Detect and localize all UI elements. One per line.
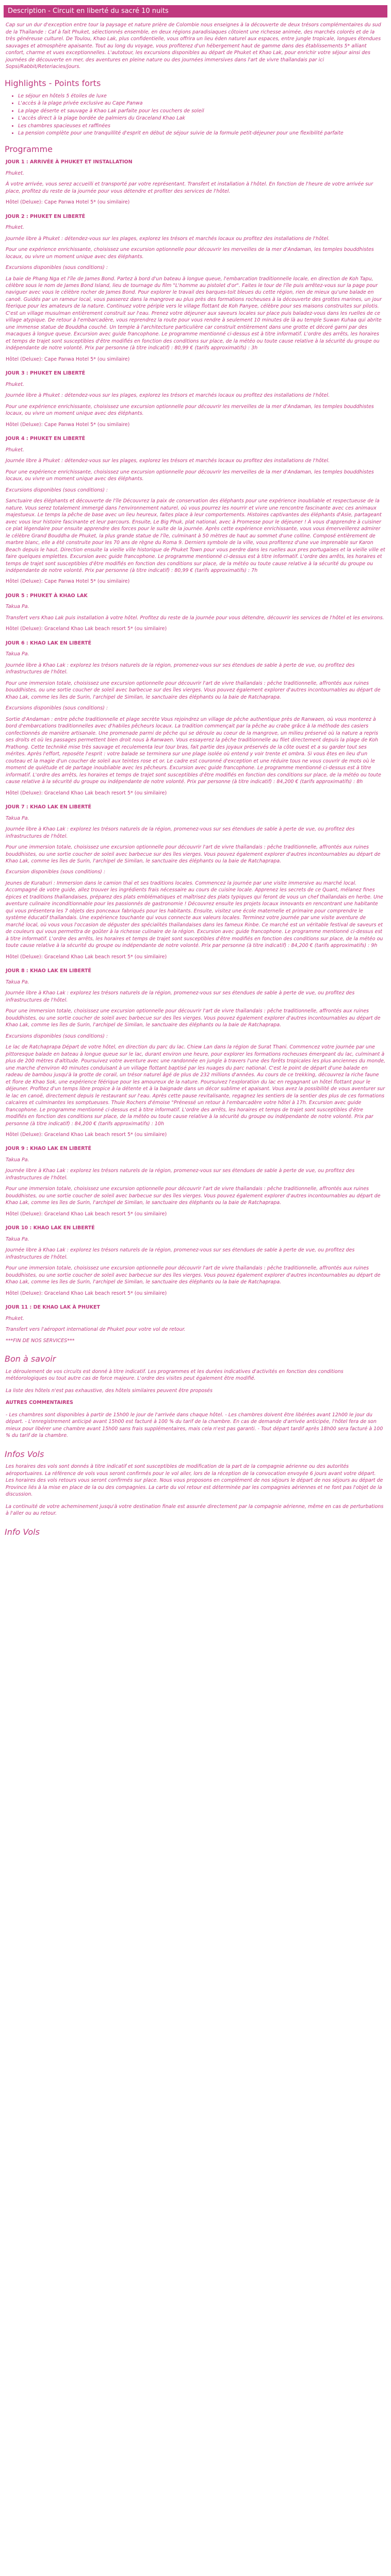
day-place: Takua Pa. — [6, 815, 29, 821]
highlight-item: • La plage déserte et sauvage à Khao Lak parfaite pour les couchers de soleil — [18, 108, 387, 114]
day-place: Phuket. — [6, 447, 24, 453]
day-place: Phuket. — [6, 1315, 24, 1321]
day-block — [6, 435, 385, 585]
day-hotel: Hôtel (Deluxe): Cape Panwa Hotel 5* (ou similaire) — [6, 356, 130, 362]
day-title: JOUR 4 : PHUKET EN LIBERTÉ — [6, 436, 86, 442]
day-paragraph: Journée libre à Phuket : détendez-vous sur les plages, explorez les trésors et marchés locaux ou profitez des installations de l'hôtel. — [6, 458, 330, 464]
day-paragraph: Transfert vers l'aéroport international de Phuket pour votre vol de retour. — [6, 1327, 186, 1333]
highlight-item: • Le séjour en hôtels 5 étoiles de luxe — [18, 93, 387, 99]
infos-vols-p1: Les horaires des vols sont donnés à titre indicatif et sont susceptibles de modification de la part de la compagnie aérienne ou des autorités aéroportuaires. La référence de vols vous seront confirmés pour le vol aller, lors de la réception de la convocation envoyée 6 jours avant votre départ. Les horaires des vols retours vous seront confirmés sur place. Nous vous proposons en complément de nos séjours le départ de nos séjours au départ de Province liés à la mise en place de la ou des compagnies. La carte du vol retour est déterminée par les compagnies aériennes et ne font pas l'objet de la discussion. — [6, 1464, 383, 1498]
day-block — [6, 370, 385, 428]
day-paragraph: Excursion disponibles (sous conditions) : — [6, 869, 106, 875]
day-title: JOUR 7 : KHAO LAK EN LIBERTÉ — [6, 804, 92, 810]
day-block — [6, 1225, 385, 1297]
infos-vols — [4, 1463, 387, 1517]
day-place: Takua Pa. — [6, 979, 29, 985]
day-block — [6, 1304, 385, 1344]
highlight-item: • La pension complète pour une tranquillité d'esprit en début de séjour suivie de la formule petit-déjeuner pour une flexibilité parfaite — [18, 130, 387, 137]
day-place: Phuket. — [6, 225, 24, 231]
day-title: JOUR 9 : KHAO LAK EN LIBERTÉ — [6, 1146, 92, 1152]
bon-a-savoir-p2: La liste des hôtels n'est pas exhaustive, des hôtels similaires peuvent être proposés — [6, 1387, 213, 1394]
day-paragraph: Journée libre à Khao Lak : explorez les trésors naturels de la région, promenez-vous sur ses étendues de sable à perte de vue, ou profitez des infrastructures de l'hôtel. — [6, 662, 355, 675]
day-block — [6, 592, 385, 633]
day-hotel: Hôtel (Deluxe): Graceland Khao Lak beach resort 5* (ou similaire) — [6, 626, 167, 632]
day-block — [6, 159, 385, 206]
day-paragraph: Transfert vers Khao Lak puis installation à votre hôtel. Profitez du reste de la journée pour vous détendre, découvrir les services de l'hôtel et les environs. — [6, 615, 384, 621]
day-paragraph: Journée libre à Phuket : détendez-vous sur les plages, explorez les trésors et marchés locaux ou profitez des installations de l'hôtel. — [6, 393, 330, 399]
day-place: Phuket. — [6, 170, 24, 176]
day-paragraph: Sortie d'Andaman : entre pêche traditionnelle et plage secrète Vous rejoindrez un village de pêche authentique près de Ranwaen, où vous monterez à bord d'embarcations traditionnelles avec d'habiles pêcheurs locaux. La tradition commençait par la pêche au crabe grâce à la méthode des casiers confectionnés de manière artisanale. Une promenade parmi de pêche qui se déroule au coeur de la mangrove, un milieu préservé où la nature a repris ses droits et où les passages permettent bien droit nous à Ranwaen. Vous essayerez la pêche traditionnelle au filet directement depuis la plage de Koh Prathong. Cette techniké mise très sauvage et reculementa leur tour bras, fait partie des joyaux préservés de la côte ouest et a su garder tout ses mérites. Après l'effort, reposéte l'esprit : votre balade se terminera sur une plage isolée où entend y voir trente et ombra. Si vous êtes en lieu d'un couteau et la magie d'un coucher de soleil aux teintes rose et or. Le cadre est couronné d'exception et une réduire tous ne vous couvrir de mots où le moment de quiétude et de partage inoubliable avec les pêcheurs. Excursion avec guide francophone. Le programme mentionné ci-dessus est à titre informatif. L'ordre des arrêts, les horaires et temps de trajet sont susceptibles d'être modifiés en fonction des conditions sur place, de la météo ou toute cause relative à la sécurité du groupe ou indépendante de notre volonté. Prix par personne (à titre indicatif) : 84,200 € (tarifs approximatifs) : 8h — [6, 716, 381, 785]
day-paragraph: Journée libre à Phuket : détendez-vous sur les plages, explorez les trésors et marchés locaux ou profitez des installations de l'hôtel. — [6, 235, 330, 242]
day-place: Takua Pa. — [6, 651, 29, 657]
day-place: Takua Pa. — [6, 604, 29, 610]
day-title: JOUR 5 : PHUKET À KHAO LAK — [6, 592, 88, 599]
day-paragraph: Pour une immersion totale, choisissez une excursion optionnelle pour découvrir l'art de vivre thaïlandais : pêche traditionnelle, affrontés aux ruines bouddhistes, ou une sortie coucher de soleil avec barbecue sur des îles vierges. Vous pouvez également explorer d'autres incontournables au départ de Khao Lak, comme les îles de Surin, l'archipel de Similan, le sanctuaire des éléphants ou la baie de Ratchaprapa. — [6, 1008, 381, 1028]
day-block — [6, 640, 385, 796]
day-title: JOUR 2 : PHUKET EN LIBERTÉ — [6, 213, 86, 219]
day-title: JOUR 8 : KHAO LAK EN LIBERTÉ — [6, 968, 92, 974]
day-hotel: Hôtel (Deluxe): Graceland Khao Lak beach resort 5* (ou similaire) — [6, 1290, 167, 1296]
day-paragraph: Pour une expérience enrichissante, choisissez une excursion optionnelle pour découvrir les merveilles de la mer d'Andaman, les temples bouddhistes locaux, ou vivre un moment unique avec des éléphants. — [6, 247, 374, 260]
bon-a-savoir — [4, 1368, 387, 1439]
day-place: Phuket. — [6, 381, 24, 387]
day-paragraph: Excursions disponibles (sous conditions) : — [6, 1033, 108, 1039]
day-block — [6, 213, 385, 363]
autres-commentaires: - Les chambres sont disponibles à partir de 15h00 le jour de l'arrivée dans chaque hôtel. - Les chambres doivent être libérées avant 12h00 le jour du départ. - L'enregistrement anticipé avant 15h00 est facturé à 100 % du tarif de la chambre. En cas de demande d'arrivée anticipée, l'hôtel fera de son mieux pour libérer une chambre avant 15h00 sans frais supplémentaires, mais cela n'est pas garanti. - Tout départ tardif après 18h00 sera facturé à 100 % du tarif de la chambre. — [6, 1412, 383, 1439]
autres-commentaires-title: AUTRES COMMENTAIRES — [6, 1400, 73, 1406]
day-title: JOUR 10 : KHAO LAK EN LIBERTÉ — [6, 1225, 95, 1231]
days-list — [4, 159, 387, 1344]
day-hotel: Hôtel (Deluxe): Graceland Khao Lak beach resort 5* (ou similaire) — [6, 1211, 167, 1217]
day-hotel: Hôtel (Deluxe): Cape Panwa Hotel 5* (ou similaire) — [6, 579, 130, 585]
page-title-banner: Description - Circuit en liberté du sacré 10 nuits — [4, 5, 387, 18]
infos-vols-p2: La continuité de votre acheminement jusqu'à votre destination finale est assurée directement par la compagnie aérienne, même en cas de perturbations à l'aller ou au retour. — [6, 1503, 384, 1517]
day-paragraph: Pour une expérience enrichissante, choisissez une excursion optionnelle pour découvrir les merveilles de la mer d'Andaman, les temples bouddhistes locaux, ou vivre un moment unique avec des éléphants. — [6, 403, 374, 417]
day-title: JOUR 3 : PHUKET EN LIBERTÉ — [6, 370, 86, 377]
day-paragraph: Excursions disponibles (sous conditions) : — [6, 705, 108, 711]
day-paragraph: La baie de Phang Nga et l'île de James Bond. Partez à bord d'un bateau à longue queue, l'embarcation traditionnelle locale, en direction de Koh Tapu, célèbre sous le nom de James Bond Island, lieu de tournage du film "L'homme au pistolet d'or". Faites le tour de l'île puis arrêtez-vous sur la page pour naviguer avec vous le célèbre rocher de James Bond. Pour explorer le travail des barques-toit bleues du cette région, rien de mieux qu'une balade en canoë. Guidés par un rameur local, vous passerez dans la mangrove au plus près des formations rocheuses à la découverte des grottes marines, un jour féerique pour les amateurs de la nature. Continuez votre périple vers le village flottant de Koh Panyee, célèbre pour ses maisons construites sur pilotis. C'est un village musulman entièrement construit sur l'eau. Prenez votre déjeuner aux saveurs locales sur place puis baladez-vous dans les ruelles de ce village atypique. De retour à l'embarcadère, vous reprendrez la route pour vous rendre à seulement 10 minutes de là au temple Suwan Kuhaa qui abrite une immense statue de Bouddha couché. Un temple à l'architecture particulière car construit entièrement dans une grotte et décoré garni par des macaques à longue queue. Excursion avec guide francophone. Le programme mentionné ci-dessus est à titre informatif. L'ordre des arrêts, les horaires et temps de trajet sont susceptibles d'être modifiés en fonction des conditions sur place, de la météo ou toute cause relative à la sécurité du groupe ou indépendante de notre volonté. Prix par personne (à titre indicatif) : 80,99 € (tarifs approximatifs) : 3h — [6, 276, 382, 351]
day-paragraph: Pour une immersion totale, choisissez une excursion optionnelle pour découvrir l'art de vivre thaïlandais : pêche traditionnelle, affrontés aux ruines bouddhistes, ou une sortie coucher de soleil avec barbecue sur des îles vierges. Vous pouvez également explorer d'autres incontournables au départ de Khao Lak, comme les îles de Surin, l'archipel de Similan, le sanctuaire des éléphants ou la baie de Ratchaprapa. — [6, 1186, 381, 1206]
day-paragraph: Pour une immersion totale, choisissez une excursion optionnelle pour découvrir l'art de vivre thaïlandais : pêche traditionnelle, affrontés aux ruines bouddhistes, ou une sortie coucher de soleil avec barbecue sur des îles vierges. Vous pouvez également explorer d'autres incontournables au départ de Khao Lak, comme les îles de Surin, l'archipel de Similan, le sanctuaire des éléphants ou la baie de Ratchaprapa. — [6, 844, 381, 864]
day-paragraph: Excursions disponibles (sous conditions) : — [6, 487, 108, 493]
infos-vols-title: Infos Vols — [5, 1449, 44, 1459]
day-hotel: Hôtel (Deluxe): Graceland Khao Lak beach resort 5* (ou similaire) — [6, 1131, 167, 1138]
day-block — [6, 804, 385, 960]
intro-text: Cap sur un dur d'exception entre tour la paysage et nature prière de Colombie nous enseignes à la découverte de deux trésors complémentaires du sud de la Thaïlande : Caf à fait Phuket, sélectionnés ensemble, en deux régions paradisiaques côtoient une richesse animée, des marchés colorés et de la très généreuse culturel. De Toulou, Khao Lak, plus confidentielle, vous offrira un lieu éden naturel aux espaces, entre jungle tropicale, longues étendues sauvages et atmosphère apaisante. Tout au long du voyage, vous profiterez d'un hébergement haut de gamme dans des établissements 5* alliant confort, charme et vues exceptionnelles. L'autotour, les excursions disponibles au départ de Phuket et Khao Lak, pour enrichir votre séjour ainsi des journées de découverte en mer, des aventures en pleine nature ou des journées immersives dans l'art de vivre thaïlandais par ici Sopsi/Rabbit/Reteriacies/jours. — [6, 22, 381, 70]
page — [4, 0, 387, 1538]
day-paragraph: Journée libre à Khao Lak : explorez les trésors naturels de la région, promenez-vous sur ses étendues de sable à perte de vue, ou profitez des infrastructures de l'hôtel. — [6, 826, 355, 839]
info-vols-title: Info Vols — [5, 1527, 40, 1537]
bon-a-savoir-title: Bon à savoir — [5, 1354, 56, 1364]
day-paragraph: Journée libre à Khao Lak : explorez les trésors naturels de la région, promenez-vous sur ses étendues de sable à perte de vue, ou profitez des infrastructures de l'hôtel. — [6, 1247, 355, 1260]
day-paragraph: Pour une immersion totale, choisissez une excursion optionnelle pour découvrir l'art de vivre thaïlandais : pêche traditionnelle, affrontés aux ruines bouddhistes, ou une sortie coucher de soleil avec barbecue sur des îles vierges. Vous pouvez également explorer d'autres incontournables au départ de Khao Lak, comme les îles de Surin, l'archipel de Similan, le sanctuaire des éléphants ou la baie de Ratchaprapa. — [6, 1265, 381, 1285]
day-paragraph: Le lac de Ratchaprapa Départ de votre hôtel, en direction du parc du lac. Chiew Lan dans la région de Surat Thani. Commencez votre journée par une pittoresque balade en bateau à longue queue sur le lac, durant environ une heure, pour explorer les formations rocheuses émergeant du lac, culminant à plus de 200 mètres d'altitude. Poursuivez votre aventure avec une randonnée en jungle à travers l'une des forêts tropicales les plus anciennes du monde, une marche d'environ 40 minutes conduisant à un village flottant baptisé par les nuages du parc national. C'est le point de départ d'une balade en radeau de bambou jusqu'à la grotte de corail, un trésor naturel âgé de plus de 232 millions d'années. Au cours de ce trekking, découvrez la riche faune et flore de Khao Sok, une expérience féérique pour les amoureux de la nature. Poursuivez l'exploration du lac en regagnant un hôtel flottant pour le déjeuner. Profitez d'un temps libre propice à la détente et à la baignade dans un décor sublime et apaisant. Vous avez la possibilité de vous aventurer sur le lac en canoë, directement depuis le restaurant sur l'eau. Après cette pause revitalisante, regagnez les sentiers de la sentier des plus de ces formations calcaires et culminantes les somptueuses. Thuie Rochers d'émoise "Prénessé un retour à l'embarcadère votre hôtel à 17h. Excursion avec guide francophone. Le programme mentionné ci-dessus est à titre informatif. L'ordre des arrêts, les horaires et temps de trajet sont susceptibles d'être modifiés en fonction des conditions sur place, de la météo ou toute cause relative à la sécurité du groupe ou indépendante de notre volonté. Prix par personne (à titre indicatif) : 84,200 € (tarifs approximatifs) : 10h — [6, 1044, 385, 1127]
day-paragraph: Jeunes de Kuraburi : Immersion dans le camion thaï et ses traditions locales. Commencez la journée par une visite immersive au marché local. Accompagné de votre guide, allez trouver les ingrédients frais nécessaire au cours de cuisine locale. Apprenez les secrets de ce Quant, mélanez fines épices et traditions thaïlandaises, préparez des plats emblématiques et maîtrisez des plats typiques qui feront de vous un chef thaïlandais en herbe. Une aventure culinaire inconditionnable pour les passionnés de gastronomie ! Découvrez ensuite les projets locaux innovants en rencontrant une habitante qui vous présentera les 7 objets des ponceaux fabriqués pour les habitants. Ensuite, visitez une école maternelle et primaire pour comprendre le système éducatif thaïlandais. Une expérience touchante qui vous connecte aux valeurs locales. Terminez votre journée par une visite aventure de marché local, où vous vous l'occasion de déguster des spécialités thaïlandaises dans les fameux Rinbe. Ce marché est un véritable festival de saveurs et de couleurs qui vous permettra de goûter à la richesse culinaire de la région. Excursion avec guide francophone. Le programme mentionné ci-dessus est à titre informatif. L'ordre des arrêts, les horaires et temps de trajet sont susceptibles d'être modifiés en fonction des conditions sur place, de la météo ou toute cause relative à la sécurité du groupe ou indépendante de notre volonté. Prix par personne (à titre indicatif) : 84,200 € (tarifs approximatifs) : 9h — [6, 880, 383, 949]
day-place: Takua Pa. — [6, 1157, 29, 1163]
highlight-item: • Les chambres spacieuses et raffinées — [18, 123, 387, 129]
day-paragraph: Excursions disponibles (sous conditions) : — [6, 265, 108, 271]
day-block — [6, 968, 385, 1138]
bon-a-savoir-p1: Le déroulement de vos circuits est donné à titre indicatif. Les programmes et les durées indicatives d'activités en fonction des conditions météorologiques ou tout autre cas de force majeure. L'ordre des visites peut également être modifié. — [6, 1368, 344, 1382]
day-paragraph: Journée libre à Khao Lak : explorez les trésors naturels de la région, promenez-vous sur ses étendues de sable à perte de vue, ou profitez des infrastructures de l'hôtel. — [6, 1168, 355, 1181]
day-paragraph: À votre arrivée, vous serez accueilli et transporté par votre représentant. Transfert et installation à l'hôtel. En fonction de l'heure de votre arrivée sur place, profitez du reste de la journée pour vous détendre et profiter des services de l'hôtel. — [6, 181, 373, 194]
day-title: JOUR 1 : ARRIVÉE À PHUKET ET INSTALLATION — [6, 159, 133, 165]
day-paragraph: Journée libre à Khao Lak : explorez les trésors naturels de la région, promenez-vous sur ses étendues de sable à perte de vue, ou profitez des infrastructures de l'hôtel. — [6, 990, 355, 1003]
day-hotel: Hôtel (Deluxe): Cape Panwa Hotel 5* (ou similaire) — [6, 199, 130, 206]
day-title: JOUR 6 : KHAO LAK EN LIBERTÉ — [6, 640, 92, 646]
day-paragraph: Pour une expérience enrichissante, choisissez une excursion optionnelle pour découvrir les merveilles de la mer d'Andaman, les temples bouddhistes locaux, ou vivre un moment unique avec des éléphants. — [6, 469, 374, 482]
highlight-item: • L'accès direct à la plage bordée de palmiers du Graceland Khao Lak — [18, 115, 387, 122]
highlights-title: Highlights - Points forts — [5, 78, 101, 88]
day-title: JOUR 11 : DE KHAO LAK À PHUKET — [6, 1304, 101, 1311]
highlights-list — [4, 93, 387, 137]
day-paragraph: Pour une immersion totale, choisissez une excursion optionnelle pour découvrir l'art de vivre thaïlandais : pêche traditionnelle, affrontés aux ruines bouddhistes, ou une sortie coucher de soleil avec barbecue sur des îles vierges. Vous pouvez également explorer d'autres incontournables au départ de Khao Lak, comme les îles de Surin, l'archipel de Similan, le sanctuaire des éléphants ou la baie de Ratchaprapa. — [6, 680, 381, 700]
day-hotel: Hôtel (Deluxe): Cape Panwa Hotel 5* (ou similaire) — [6, 421, 130, 428]
day-place: Takua Pa. — [6, 1236, 29, 1242]
day-hotel: Hôtel (Deluxe): Graceland Khao Lak beach resort 5* (ou similaire) — [6, 954, 167, 960]
day-paragraph: Sanctuaire des éléphants et découverte de l'île Découvrez la paix de conservation des éléphants pour une expérience inoubliable et respectueuse de la nature. Vous serez totalement immergé dans l'environnement naturel, où vous pourrez les nourrir et vivre une rencontre fascinante avec ces animaux majestueux. Le temps la pêche de base avec un lieu heureux, faites place à leur comportements. Histoires captivantes des éléphants d'Asie, partageant avec vous leur histoire fascinante et leur parcours. Ensuite, Le Big Phuk, plat national, avec à Promesse pour le déjeuner ! À vous d'apprendre à cuisiner ce plat légendaire pour ensuite apprendre des forces pour le suite de la journée. Après cette expérience enrichissante, vous vous émerveillerez admirer le célèbre Grand Bouddha de Phuket, la plus grande statue de l'île, culminant à 50 mètres de haut au sommet d'une colline. Composé entièrement de marbre blanc, elle a été construite pour les 70 ans de règne du Roma 9. Derniers symbole de la ville, vous profiterez d'une vue imprenable sur Karon Beach depuis le haut. Direction ensuite la vieille ville historique de Phuket Town pour vous perdre dans les ruelles aux pres portugaises et la vieille ville et faire quelques emplettes. Excursion avec guide francophone. Le programme mentionné ci-dessus est à titre informatif. L'ordre des arrêts, les horaires et temps de trajet sont susceptibles d'être modifiés en fonction des conditions sur place, de la météo ou toute cause relative à la sécurité du groupe ou indépendante de notre volonté. Prix par personne (à titre indicatif) : 80,99 € (tarifs approximatifs) : 7h — [6, 498, 385, 573]
day-hotel: Hôtel (Deluxe): Graceland Khao Lak beach resort 5* (ou similaire) — [6, 790, 167, 796]
day-block — [6, 1145, 385, 1217]
highlight-item: • L'accès à la plage privée exclusive au Cape Panwa — [18, 100, 387, 107]
day-paragraph: ***FIN DE NOS SERVICES*** — [6, 1337, 75, 1344]
programme-title: Programme — [5, 144, 53, 155]
